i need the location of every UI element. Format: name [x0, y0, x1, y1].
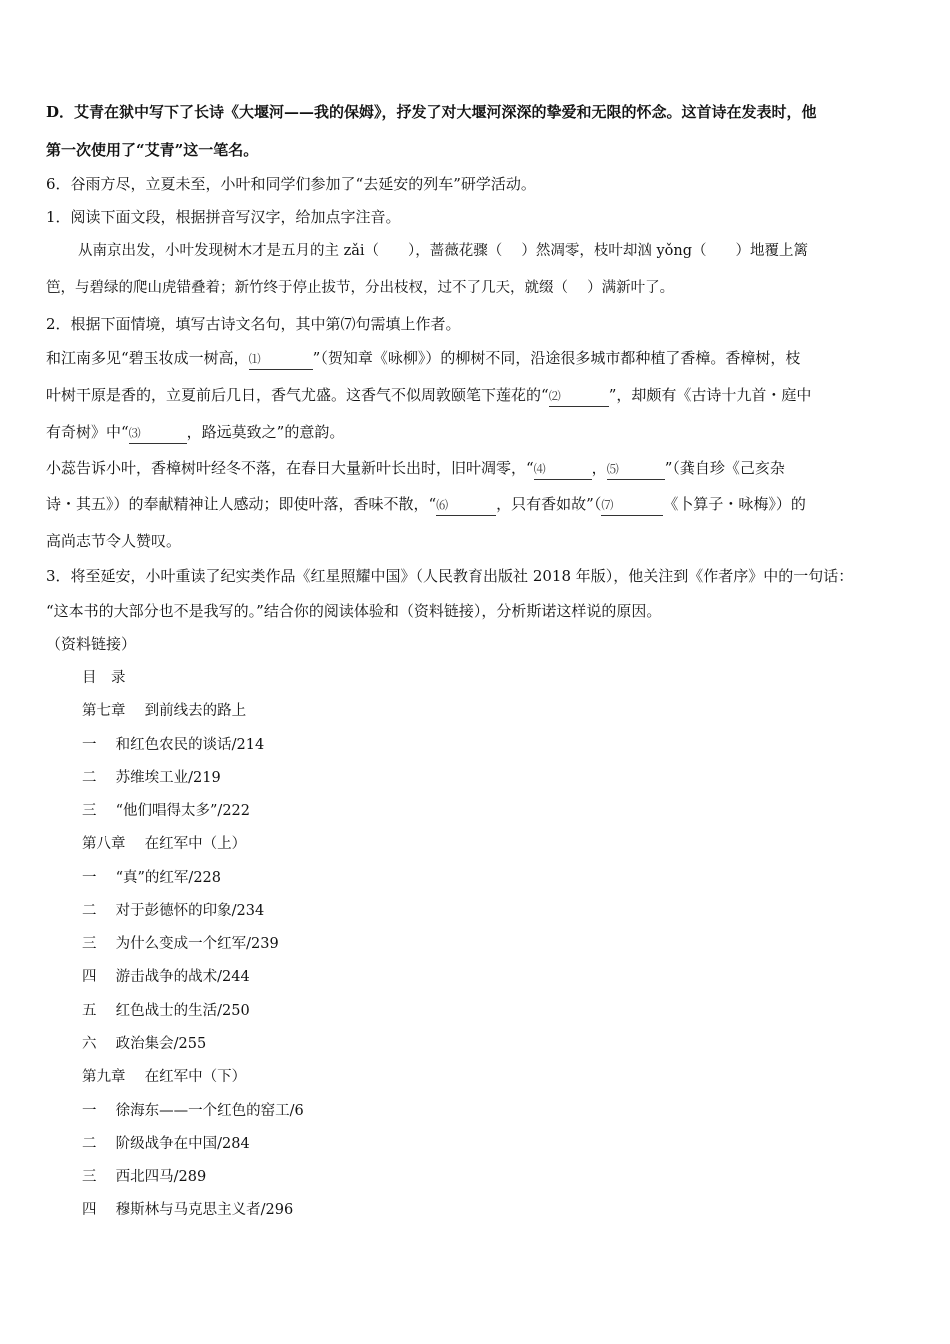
poem-text: ，: [591, 459, 607, 477]
poem-context-line-1: [46, 348, 800, 370]
subquestion-1-passage-line-2: 笆，与碧绿的爬山虎错叠着；新竹终于停止拔节，分出枝杈，过不了几天，就缀（ ）满新叶了。: [46, 280, 675, 296]
poem-context-line-4: [46, 458, 785, 480]
subquestion-1-title: 1．阅读下面文段，根据拼音写汉字，给加点字注音。: [46, 208, 401, 226]
poem-text: 有奇树》中“: [46, 423, 129, 441]
resource-link-label: （资料链接）: [46, 635, 137, 653]
poem-text: 和江南多见“碧玉妆成一树高，: [46, 349, 249, 367]
question-6-intro: 6．谷雨方尽，立夏未至，小叶和同学们参加了“去延安的列车”研学活动。: [46, 175, 536, 193]
poem-text: 叶树干原是香的，立夏前后几日，香气尤盛。这香气不似周敦颐笔下莲花的“: [46, 386, 549, 404]
toc-chapter-8: 第八章 在红军中（上）: [82, 836, 247, 852]
poem-text: 《卜算子・咏梅》）的: [663, 495, 806, 513]
toc-entry: 一 徐海东——一个红色的窑工/6: [82, 1103, 304, 1119]
toc-entry: 三 西北四马/289: [82, 1169, 207, 1185]
poem-text: ”（贺知章《咏柳》）的柳树不同，沿途很多城市都种植了香樟。香樟树，枝: [312, 349, 801, 367]
poem-text: ，路远莫致之”的意韵。: [186, 423, 345, 441]
poem-context-line-3: [46, 422, 344, 444]
toc-entry: 二 阶级战争在中国/284: [82, 1136, 250, 1152]
fill-blank-6[interactable]: ⑹: [436, 495, 496, 516]
option-d-line-2: 第一次使用了“艾青”这一笔名。: [46, 141, 259, 159]
fill-blank-4[interactable]: ⑷: [534, 459, 592, 480]
subquestion-3-line-2: “这本书的大部分也不是我写的。”结合你的阅读体验和（资料链接），分析斯诺这样说的原因。: [46, 602, 662, 620]
fill-blank-2[interactable]: ⑵: [549, 386, 609, 407]
fill-blank-7[interactable]: ⑺: [601, 495, 663, 516]
toc-entry: 四 穆斯林与马克思主义者/296: [82, 1202, 294, 1218]
toc-entry: 一 “真”的红军/228: [82, 870, 221, 886]
fill-blank-5[interactable]: ⑸: [607, 459, 665, 480]
toc-entry: 一 和红色农民的谈话/214: [82, 737, 265, 753]
subquestion-2-title: 2．根据下面情境，填写古诗文名句，其中第⑺句需填上作者。: [46, 315, 461, 333]
toc-entry: 六 政治集会/255: [82, 1036, 207, 1052]
toc-entry: 五 红色战士的生活/250: [82, 1003, 250, 1019]
poem-context-line-5: [46, 494, 806, 516]
toc-chapter-7: 第七章 到前线去的路上: [82, 703, 247, 719]
subquestion-1-passage-line-1: 从南京出发，小叶发现树木才是五月的主 zǎi（ ），蔷薇花骤（ ）然凋零，枝叶却汹 yǒng（ ）地覆上篱: [78, 243, 809, 259]
poem-text: ”（龚自珍《己亥杂: [664, 459, 785, 477]
fill-blank-1[interactable]: ⑴: [249, 349, 313, 370]
poem-context-line-6: 高尚志节令人赞叹。: [46, 532, 182, 550]
subquestion-3-line-1: 3．将至延安，小叶重读了纪实类作品《红星照耀中国》（人民教育出版社 2018 年版），他关注到《作者序》中的一句话：: [46, 567, 854, 585]
option-d-line-1: D．艾青在狱中写下了长诗《大堰河——我的保姆》，抒发了对大堰河深深的挚爱和无限的怀念。这首诗在发表时，他: [46, 103, 817, 121]
toc-entry: 三 “他们唱得太多”/222: [82, 803, 250, 819]
toc-entry: 二 对于彭德怀的印象/234: [82, 903, 265, 919]
poem-text: 诗・其五》）的奉献精神让人感动；即使叶落，香味不散，“: [46, 495, 437, 513]
poem-context-line-2: [46, 385, 811, 407]
toc-entry: 四 游击战争的战术/244: [82, 969, 250, 985]
toc-heading: 目 录: [82, 670, 126, 686]
toc-entry: 三 为什么变成一个红军/239: [82, 936, 279, 952]
fill-blank-3[interactable]: ⑶: [129, 423, 187, 444]
poem-text: ”，却颇有《古诗十九首・庭中: [608, 386, 812, 404]
toc-chapter-9: 第九章 在红军中（下）: [82, 1069, 247, 1085]
poem-text: 小蕊告诉小叶，香樟树叶经冬不落，在春日大量新叶长出时，旧叶凋零，“: [46, 459, 534, 477]
toc-entry: 二 苏维埃工业/219: [82, 770, 221, 786]
poem-text: ，只有香如故”（: [496, 495, 602, 513]
